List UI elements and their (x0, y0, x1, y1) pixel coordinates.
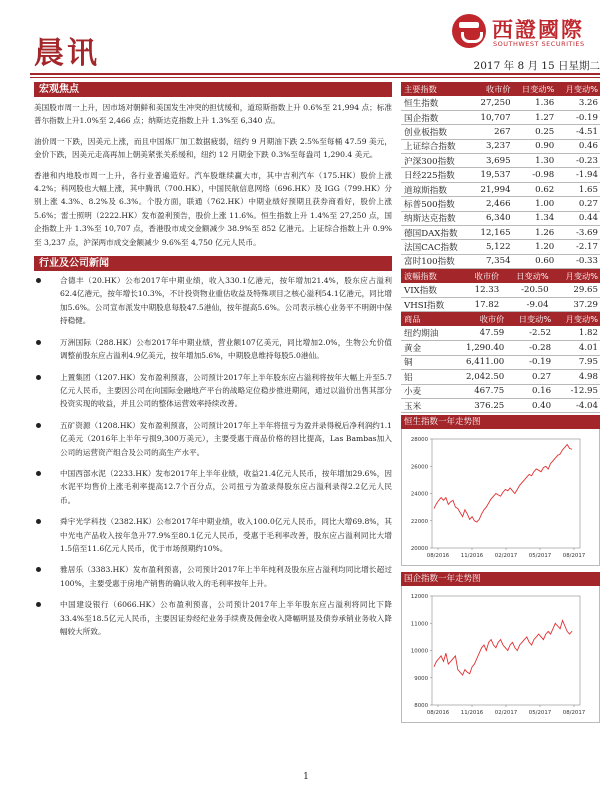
column-header: 波幅指数 (401, 269, 462, 283)
table-cell: 0.44 (556, 211, 600, 225)
bullet-dot-icon (36, 340, 41, 345)
index-row (401, 125, 600, 139)
news-item-text: 雅居乐（3383.HK）发布盈利预喜，公司预计2017年上半年纯利及股东应占溢利均同比增长超过100%，主要受惠于房地产销售的确认收入的毛利率按年上升。 (60, 565, 392, 588)
table-cell: -20.50 (501, 283, 550, 297)
table-cell: 黄金 (401, 341, 452, 355)
industry-news-list (34, 274, 392, 638)
table-cell: -0.28 (506, 341, 553, 355)
table-cell: 1.36 (513, 96, 557, 110)
table-cell: 玉米 (401, 398, 452, 412)
table-cell: 沪深300指数 (401, 154, 472, 168)
table-cell: 铜 (401, 355, 452, 369)
hsi-chart-title: 恒生指数一年走势图 (401, 415, 600, 429)
table-cell: 纳斯达克指数 (401, 211, 472, 225)
table-cell: -2.52 (506, 326, 553, 340)
table-cell: 6,411.00 (452, 355, 507, 369)
table-cell: -3.69 (556, 226, 600, 240)
bullet-dot-icon (36, 423, 41, 428)
table-cell: 3,237 (472, 139, 513, 153)
bullet-dot-icon (36, 519, 41, 524)
macro-section-body (34, 101, 392, 249)
column-header: 收市价 (452, 312, 507, 326)
table-cell: 2,466 (472, 197, 513, 211)
index-row (401, 254, 600, 268)
table-cell: 10,707 (472, 110, 513, 124)
table-cell: 0.27 (506, 370, 553, 384)
table-header-row (401, 82, 600, 96)
news-item-text: 上置集团（1207.HK）发布盈利预喜，公司预计2017年上半年股东应占溢利将按年大幅上升至5.7亿元人民币，主要因公司在向国际金融地产平台的战略定位稳步推进期间，通过以溢价出售其部分投资实现的收益，并且公司的整体运营效率持续改善。 (60, 372, 392, 409)
y-tick-label: 11000 (410, 621, 428, 628)
table-cell: 267 (472, 125, 513, 139)
table-cell: 铝 (401, 370, 452, 384)
table-cell: 17.82 (462, 298, 501, 312)
page-number: 1 (303, 772, 309, 782)
index-row (401, 182, 600, 196)
table-cell: 0.40 (506, 398, 553, 412)
table-cell: VHSI指数 (401, 298, 462, 312)
table-cell: 1.26 (513, 226, 557, 240)
column-header: 日变动% (501, 269, 550, 283)
x-tick-label: 08/2016 (426, 710, 450, 717)
table-cell: -12.95 (553, 384, 600, 398)
series-line (434, 445, 572, 523)
column-header: 日变动% (506, 312, 553, 326)
x-tick-label: 05/2017 (528, 553, 552, 560)
y-tick-label: 12000 (410, 594, 428, 601)
table-cell: 纽约期油 (401, 326, 452, 340)
hscei-chart-svg (402, 586, 599, 723)
table-cell: -0.23 (556, 154, 600, 168)
x-tick-label: 02/2017 (494, 553, 518, 560)
table-cell: -4.51 (556, 125, 600, 139)
column-header: 主要指数 (401, 82, 472, 96)
y-tick-label: 26000 (410, 464, 428, 471)
table-cell: 1.27 (513, 110, 557, 124)
news-item (34, 419, 392, 459)
table-header-row (401, 312, 600, 326)
table-cell: 376.25 (452, 398, 507, 412)
news-item (34, 598, 392, 638)
volatility-table (401, 269, 600, 312)
bullet-dot-icon (36, 471, 41, 476)
hscei-chart-title: 国企指数一年走势图 (401, 572, 600, 586)
commodity-row (401, 326, 600, 340)
table-cell: 12.33 (462, 283, 501, 297)
commodity-row (401, 370, 600, 384)
table-cell: 道琼斯指数 (401, 182, 472, 196)
table-cell: 1.20 (513, 240, 557, 254)
header-divider-thin (30, 77, 600, 78)
index-row (401, 154, 600, 168)
table-cell: 21,994 (472, 182, 513, 196)
report-date: 2017 年 8 月 15 日星期二 (473, 60, 600, 72)
x-tick-label: 02/2017 (494, 710, 518, 717)
plot-frame (432, 596, 580, 705)
table-cell: 7,354 (472, 254, 513, 268)
table-cell: 19,537 (472, 168, 513, 182)
table-cell: 0.62 (513, 182, 557, 196)
column-header: 商品 (401, 312, 452, 326)
x-tick-label: 11/2016 (460, 553, 484, 560)
series-line (434, 621, 572, 676)
index-row (401, 139, 600, 153)
table-cell: -1.94 (556, 168, 600, 182)
table-cell: 47.59 (452, 326, 507, 340)
commodities-table (401, 312, 600, 413)
column-header: 收市价 (472, 82, 513, 96)
table-cell: 1.00 (513, 197, 557, 211)
table-cell: 国企指数 (401, 110, 472, 124)
table-cell: 1.65 (556, 182, 600, 196)
bullet-dot-icon (36, 375, 41, 380)
column-header: 月变动% (553, 312, 600, 326)
news-item-text: 合德丰（20.HK）公布2017年中期业绩，收入330.1亿港元，按年增加21.4%，股东应占溢利62.4亿港元，按年增长10.3%，不计投资物业重估收益及特殊项目之核心溢利54.1亿港元，同比增加5.6%。公司宣布派发中期股息每股47.5港仙，按年提高5.6%。公司表示核心业务平不明朗中保持稳健。 (60, 276, 392, 326)
macro-section-heading: 宏观焦点 (34, 82, 392, 97)
table-cell: 4.98 (553, 370, 600, 384)
news-item (34, 274, 392, 328)
news-item (34, 336, 392, 363)
index-row (401, 240, 600, 254)
index-row (401, 226, 600, 240)
news-item-text: 舜宇光学科技（2382.HK）公布2017年中期业绩，收入100.0亿元人民币，同比大增69.8%，其中光电产品收入按年急升77.9%至80.1亿元人民币，受惠于毛利率改善，股东应占溢利同比大增1.5倍至11.6亿元人民币，优于市场预期约10%。 (60, 517, 392, 553)
news-item-text: 中国建设银行（6066.HK）公布盈利预喜，公司预计2017年上半年股东应占溢利将同比下降33.4%至18.5亿元人民币，主要因证券经纪业务手续费及佣金收入降幅明显及债券承销业务收入降幅较大所致。 (60, 600, 392, 636)
y-tick-label: 24000 (410, 491, 428, 498)
table-cell: 4.01 (553, 341, 600, 355)
table-cell: 37.29 (551, 298, 600, 312)
macro-paragraph: 油价周一下跌，因美元上涨，而且中国炼厂加工数据疲弱，纽约 9 月期油下跌 2.5%至每桶 47.59 美元，金价下跌，因美元走高再加上朝美紧张关系缓和，纽约 12 月期金下跌 0.3%至每盎司 1,290.4 美元。 (34, 136, 392, 160)
y-tick-label: 22000 (410, 519, 428, 526)
table-cell: 1.34 (513, 211, 557, 225)
bullet-dot-icon (36, 602, 41, 607)
column-header: 收市价 (462, 269, 501, 283)
industry-section-heading: 行业及公司新闻 (34, 256, 392, 271)
macro-paragraph: 美国股市周一上升，因市场对朝鲜和美国发生冲突的担忧缓和，道琼斯指数上升 0.6%至 21,994 点；标准普尔指数上升1.0%至 2,466 点；纳斯达克指数上升 1.3%至 6,340 点。 (34, 103, 392, 126)
left-column (34, 82, 392, 638)
table-cell: 1.82 (553, 326, 600, 340)
table-cell: 0.16 (506, 384, 553, 398)
column-header: 月变动% (551, 269, 600, 283)
commodity-row (401, 384, 600, 398)
news-item-text: 万洲国际（288.HK）公布2017年中期业绩，营业额107亿美元，同比增加2.0%，生物公允价值调整前股东应占溢利4.9亿美元，按年增加5.6%，中期股息维持每股5.0港仙。 (60, 337, 392, 361)
y-tick-label: 28000 (410, 437, 428, 444)
y-tick-label: 20000 (410, 546, 428, 553)
table-cell: 法国CAC指数 (401, 240, 472, 254)
news-item (34, 515, 392, 555)
table-cell: 1,290.40 (452, 341, 507, 355)
table-cell: 6,340 (472, 211, 513, 225)
news-item-text: 五矿资源（1208.HK）发布盈利预喜，公司预计2017年上半年将扭亏为盈并录得税后净利润约1.1亿美元（2016年上半年亏损9,300万美元），主要受惠于商品价格的回比提高，Las Bambas加入公司的运营资产组合及公司的高生产水平。 (60, 420, 392, 457)
table-cell: -0.19 (506, 355, 553, 369)
commodity-row (401, 355, 600, 369)
bullet-dot-icon (36, 278, 41, 283)
major-indices-table (401, 82, 600, 269)
index-row (401, 96, 600, 110)
macro-paragraph: 香港和内地股市周一上升，各行业普遍造好。汽车股继续赢大市，其中吉利汽车（175.HK）股价上涨 4.2%；科网股也大幅上涨，其中腾讯（700.HK），中国民航信息网络（696.HK）及 IGG（799.HK）分别上涨 4.3%、8.2%及 6.3%。个股方面，联通（762.HK）中期业绩好预期且获券商看好，股价上涨 5.6%；雷士照明（2222.HK）发布盈利预告，股价上涨 11.6%。恒生指数上升 1.4%至 27,250 点，国企指数上升 1.3%至 10,707 点，香港股市成交金额减少 38.9%至 852 亿港元。上证综合指数上升 0.9%至 3,237 点，沪深两市成交金额减少 9.6%至 4,750 亿元人民币。 (34, 170, 392, 247)
table-cell: 5,122 (472, 240, 513, 254)
table-cell: -0.33 (556, 254, 600, 268)
x-tick-label: 08/2017 (562, 553, 586, 560)
y-tick-label: 9000 (414, 676, 428, 683)
table-cell: -0.19 (556, 110, 600, 124)
table-cell: 富时100指数 (401, 254, 472, 268)
volatility-row (401, 298, 600, 312)
news-item (34, 371, 392, 411)
logo-name-cn: 西證國際 (492, 18, 584, 42)
page-header (0, 0, 612, 80)
header-divider (30, 73, 600, 75)
table-cell: 恒生指数 (401, 96, 472, 110)
index-row (401, 211, 600, 225)
column-header: 月变动% (556, 82, 600, 96)
commodity-row (401, 398, 600, 412)
hsi-chart-svg (402, 429, 599, 566)
table-cell: 0.46 (556, 139, 600, 153)
table-cell: 27,250 (472, 96, 513, 110)
table-cell: 0.90 (513, 139, 557, 153)
table-cell: 2,042.50 (452, 370, 507, 384)
table-cell: -2.17 (556, 240, 600, 254)
y-tick-label: 10000 (410, 648, 428, 655)
table-cell: 0.60 (513, 254, 557, 268)
table-cell: VIX指数 (401, 283, 462, 297)
x-tick-label: 11/2016 (460, 710, 484, 717)
index-row (401, 197, 600, 211)
hsi-chart (401, 429, 600, 566)
table-cell: 3.26 (556, 96, 600, 110)
hscei-chart (401, 586, 600, 723)
table-cell: -4.04 (553, 398, 600, 412)
news-item-text: 中国西部水泥（2233.HK）发布2017年上半年业绩，收益21.4亿元人民币，按年增加29.6%，因水泥平均售价上涨毛利率提高12.7个百分点，公司扭亏为盈录得股东应占溢利录得2.2亿元人民币。 (60, 468, 392, 505)
table-cell: 0.27 (556, 197, 600, 211)
table-cell: 创业板指数 (401, 125, 472, 139)
table-cell: 7.95 (553, 355, 600, 369)
table-cell: 12,165 (472, 226, 513, 240)
index-row (401, 168, 600, 182)
table-cell: 小麦 (401, 384, 452, 398)
table-cell: 29.65 (551, 283, 600, 297)
table-cell: 德国DAX指数 (401, 226, 472, 240)
news-item (34, 563, 392, 590)
bullet-dot-icon (36, 567, 41, 572)
table-cell: 1.30 (513, 154, 557, 168)
table-cell: 上证综合指数 (401, 139, 472, 153)
table-cell: -0.98 (513, 168, 557, 182)
news-item (34, 467, 392, 507)
table-cell: 日经225指数 (401, 168, 472, 182)
table-header-row (401, 269, 600, 283)
table-cell: 0.25 (513, 125, 557, 139)
x-tick-label: 08/2016 (426, 553, 450, 560)
column-header: 日变动% (513, 82, 557, 96)
right-column (401, 82, 600, 723)
report-title: 晨讯 (34, 36, 100, 71)
y-tick-label: 8000 (414, 703, 428, 710)
table-cell: 3,695 (472, 154, 513, 168)
logo-mark-icon (452, 14, 486, 48)
commodity-row (401, 341, 600, 355)
table-cell: 467.75 (452, 384, 507, 398)
table-cell: 标普500指数 (401, 197, 472, 211)
table-cell: -9.04 (501, 298, 550, 312)
index-row (401, 110, 600, 124)
logo-name-en: SOUTHWEST SECURITIES (493, 40, 585, 48)
volatility-row (401, 283, 600, 297)
x-tick-label: 05/2017 (528, 710, 552, 717)
company-logo (452, 14, 602, 50)
x-tick-label: 08/2017 (562, 710, 586, 717)
